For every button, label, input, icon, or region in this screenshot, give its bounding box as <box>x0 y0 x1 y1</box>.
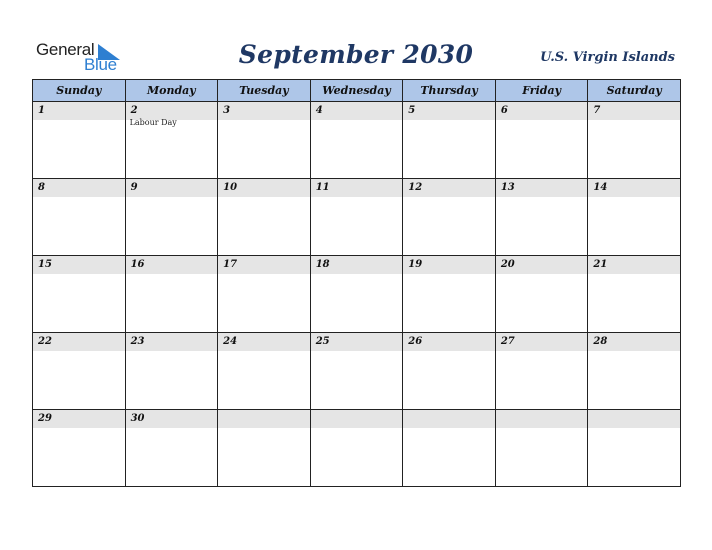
week-row <box>33 333 681 410</box>
day-number <box>218 410 310 428</box>
week-row <box>33 410 681 487</box>
day-number: 21 <box>588 256 680 274</box>
day-cell <box>588 179 681 256</box>
day-number: 5 <box>403 102 495 120</box>
day-cell <box>218 179 311 256</box>
day-cell <box>403 102 496 179</box>
weekday-saturday: Saturday <box>588 80 681 102</box>
day-number: 29 <box>33 410 125 428</box>
weekday-monday: Monday <box>125 80 218 102</box>
day-number: 24 <box>218 333 310 351</box>
day-cell <box>310 179 403 256</box>
week-row <box>33 179 681 256</box>
day-cell <box>310 410 403 487</box>
day-number: 15 <box>33 256 125 274</box>
day-cell <box>33 410 126 487</box>
day-number <box>311 410 403 428</box>
day-number: 4 <box>311 102 403 120</box>
day-number: 27 <box>496 333 588 351</box>
calendar-title: September 2030 <box>238 40 474 69</box>
holiday-label: Labour Day <box>129 118 177 127</box>
day-number: 23 <box>126 333 218 351</box>
day-cell <box>125 179 218 256</box>
day-number <box>496 410 588 428</box>
week-row <box>33 256 681 333</box>
day-cell <box>403 179 496 256</box>
weekday-tuesday: Tuesday <box>218 80 311 102</box>
day-cell <box>33 256 126 333</box>
day-number: 30 <box>126 410 218 428</box>
day-number: 26 <box>403 333 495 351</box>
day-cell <box>403 410 496 487</box>
day-cell <box>125 256 218 333</box>
day-number <box>588 410 680 428</box>
day-number: 17 <box>218 256 310 274</box>
weekday-sunday: Sunday <box>33 80 126 102</box>
day-number: 20 <box>496 256 588 274</box>
day-number: 19 <box>403 256 495 274</box>
day-cell <box>310 333 403 410</box>
day-number: 25 <box>311 333 403 351</box>
day-cell <box>33 102 126 179</box>
day-cell <box>218 102 311 179</box>
day-number: 13 <box>496 179 588 197</box>
day-cell <box>218 256 311 333</box>
day-cell <box>495 102 588 179</box>
weekday-thursday: Thursday <box>403 80 496 102</box>
day-cell <box>495 179 588 256</box>
day-number: 7 <box>588 102 680 120</box>
logo-text-general: General <box>36 40 95 59</box>
day-cell <box>495 333 588 410</box>
day-number: 14 <box>588 179 680 197</box>
day-cell <box>125 102 218 179</box>
day-number: 12 <box>403 179 495 197</box>
day-cell <box>588 102 681 179</box>
day-cell <box>588 410 681 487</box>
day-cell <box>218 333 311 410</box>
day-number <box>403 410 495 428</box>
day-number: 9 <box>126 179 218 197</box>
day-number: 6 <box>496 102 588 120</box>
day-number: 11 <box>311 179 403 197</box>
weekday-friday: Friday <box>495 80 588 102</box>
day-cell <box>310 256 403 333</box>
day-cell <box>218 410 311 487</box>
day-number: 3 <box>218 102 310 120</box>
week-row <box>33 102 681 179</box>
day-number: 16 <box>126 256 218 274</box>
day-cell <box>588 256 681 333</box>
day-cell <box>125 333 218 410</box>
logo-text-blue: Blue <box>84 55 117 74</box>
weekday-wednesday: Wednesday <box>310 80 403 102</box>
day-cell <box>33 333 126 410</box>
day-cell <box>588 333 681 410</box>
day-cell <box>403 333 496 410</box>
day-number: 28 <box>588 333 680 351</box>
region-label: U.S. Virgin Islands <box>540 50 675 65</box>
calendar-grid <box>32 79 681 487</box>
day-number: 18 <box>311 256 403 274</box>
day-cell <box>125 410 218 487</box>
day-number: 1 <box>33 102 125 120</box>
weekday-header-row <box>33 80 681 102</box>
day-number: 10 <box>218 179 310 197</box>
day-cell <box>495 256 588 333</box>
day-cell <box>495 410 588 487</box>
day-number: 2 <box>126 102 218 120</box>
day-cell <box>310 102 403 179</box>
day-cell <box>33 179 126 256</box>
day-number: 22 <box>33 333 125 351</box>
day-number: 8 <box>33 179 125 197</box>
day-cell <box>403 256 496 333</box>
